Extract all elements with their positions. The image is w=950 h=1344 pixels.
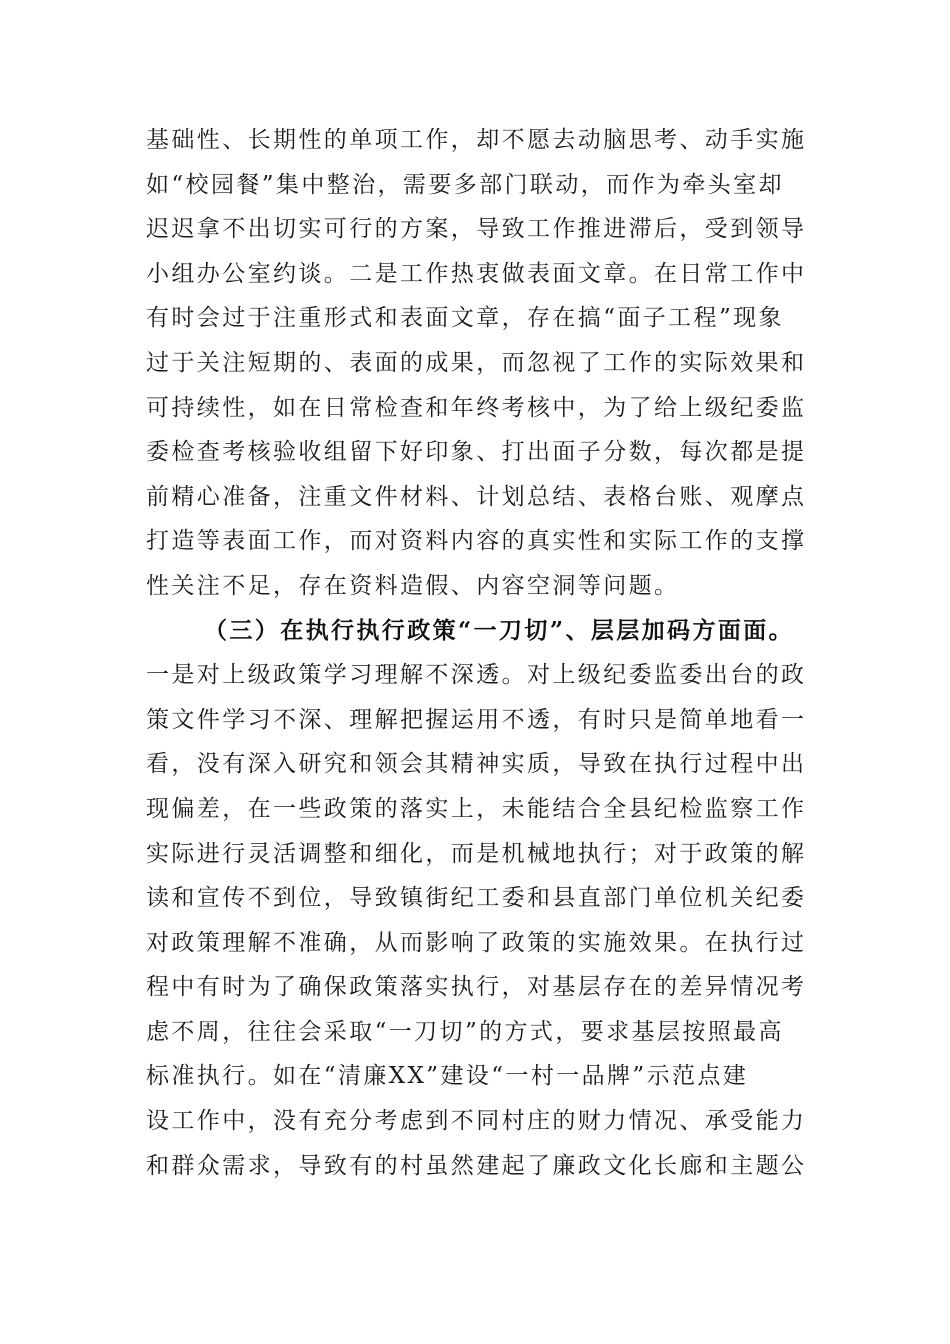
text-line: 性关注不足，存在资料造假、内容空洞等问题。 (146, 572, 680, 599)
text-line: 实际进行灵活调整和细化，而是机械地执行；对于政策的解 (146, 840, 807, 867)
document-body (146, 118, 810, 1188)
text-line: 迟迟拿不出切实可行的方案，导致工作推进滞后，受到领导 (146, 216, 807, 243)
text-line: 读和宣传不到位，导致镇街纪工委和县直部门单位机关纪委 (146, 885, 807, 912)
text-line: 基础性、长期性的单项工作，却不愿去动脑思考、动手实施 (146, 127, 807, 153)
text-line: 委检查考核验收组留下好印象、打出面子分数，每次都是提 (146, 439, 807, 466)
text-line: 现偏差，在一些政策的落实上，未能结合全县纪检监察工作 (146, 795, 807, 822)
text-line: 打造等表面工作，而对资料内容的真实性和实际工作的支撑 (146, 528, 807, 555)
text-line: 如“校园餐”集中整治，需要多部门联动，而作为牵头室却 (146, 171, 784, 198)
text-line: 程中有时为了确保政策落实执行，对基层存在的差异情况考 (146, 974, 807, 1001)
text-line: 小组办公室约谈。二是工作热衷做表面文章。在日常工作中 (146, 260, 807, 287)
text-line: 前精心准备，注重文件材料、计划总结、表格台账、观摩点 (146, 483, 807, 510)
text-line: 看，没有深入研究和领会其精神实质，导致在执行过程中出 (146, 751, 807, 778)
text-line: 策文件学习不深、理解把握运用不透，有时只是简单地看一 (146, 706, 807, 733)
text-line: 可持续性，如在日常检查和年终考核中，为了给上级纪委监 (146, 394, 807, 421)
text-line: 标准执行。如在“清廉XX”建设“一村一品牌”示范点建 (146, 1063, 749, 1090)
text-line: 虑不周，往往会采取“一刀切”的方式，要求基层按照最高 (146, 1018, 784, 1045)
text-line: 有时会过于注重形式和表面文章，存在搞“面子工程”现象 (146, 305, 784, 332)
text-line: 一是对上级政策学习理解不深透。对上级纪委监委出台的政 (146, 662, 807, 689)
text-line: 对政策理解不准确，从而影响了政策的实施效果。在执行过 (146, 929, 807, 956)
section-heading: （三）在执行执行政策“一刀切”、层层加码方面面。 (204, 616, 795, 644)
text-line: 和群众需求，导致有的村虽然建起了廉政文化长廊和主题公 (146, 1152, 807, 1179)
text-line: 设工作中，没有充分考虑到不同村庄的财力情况、承受能力 (146, 1108, 807, 1135)
text-line: 过于关注短期的、表面的成果，而忽视了工作的实际效果和 (146, 349, 807, 376)
